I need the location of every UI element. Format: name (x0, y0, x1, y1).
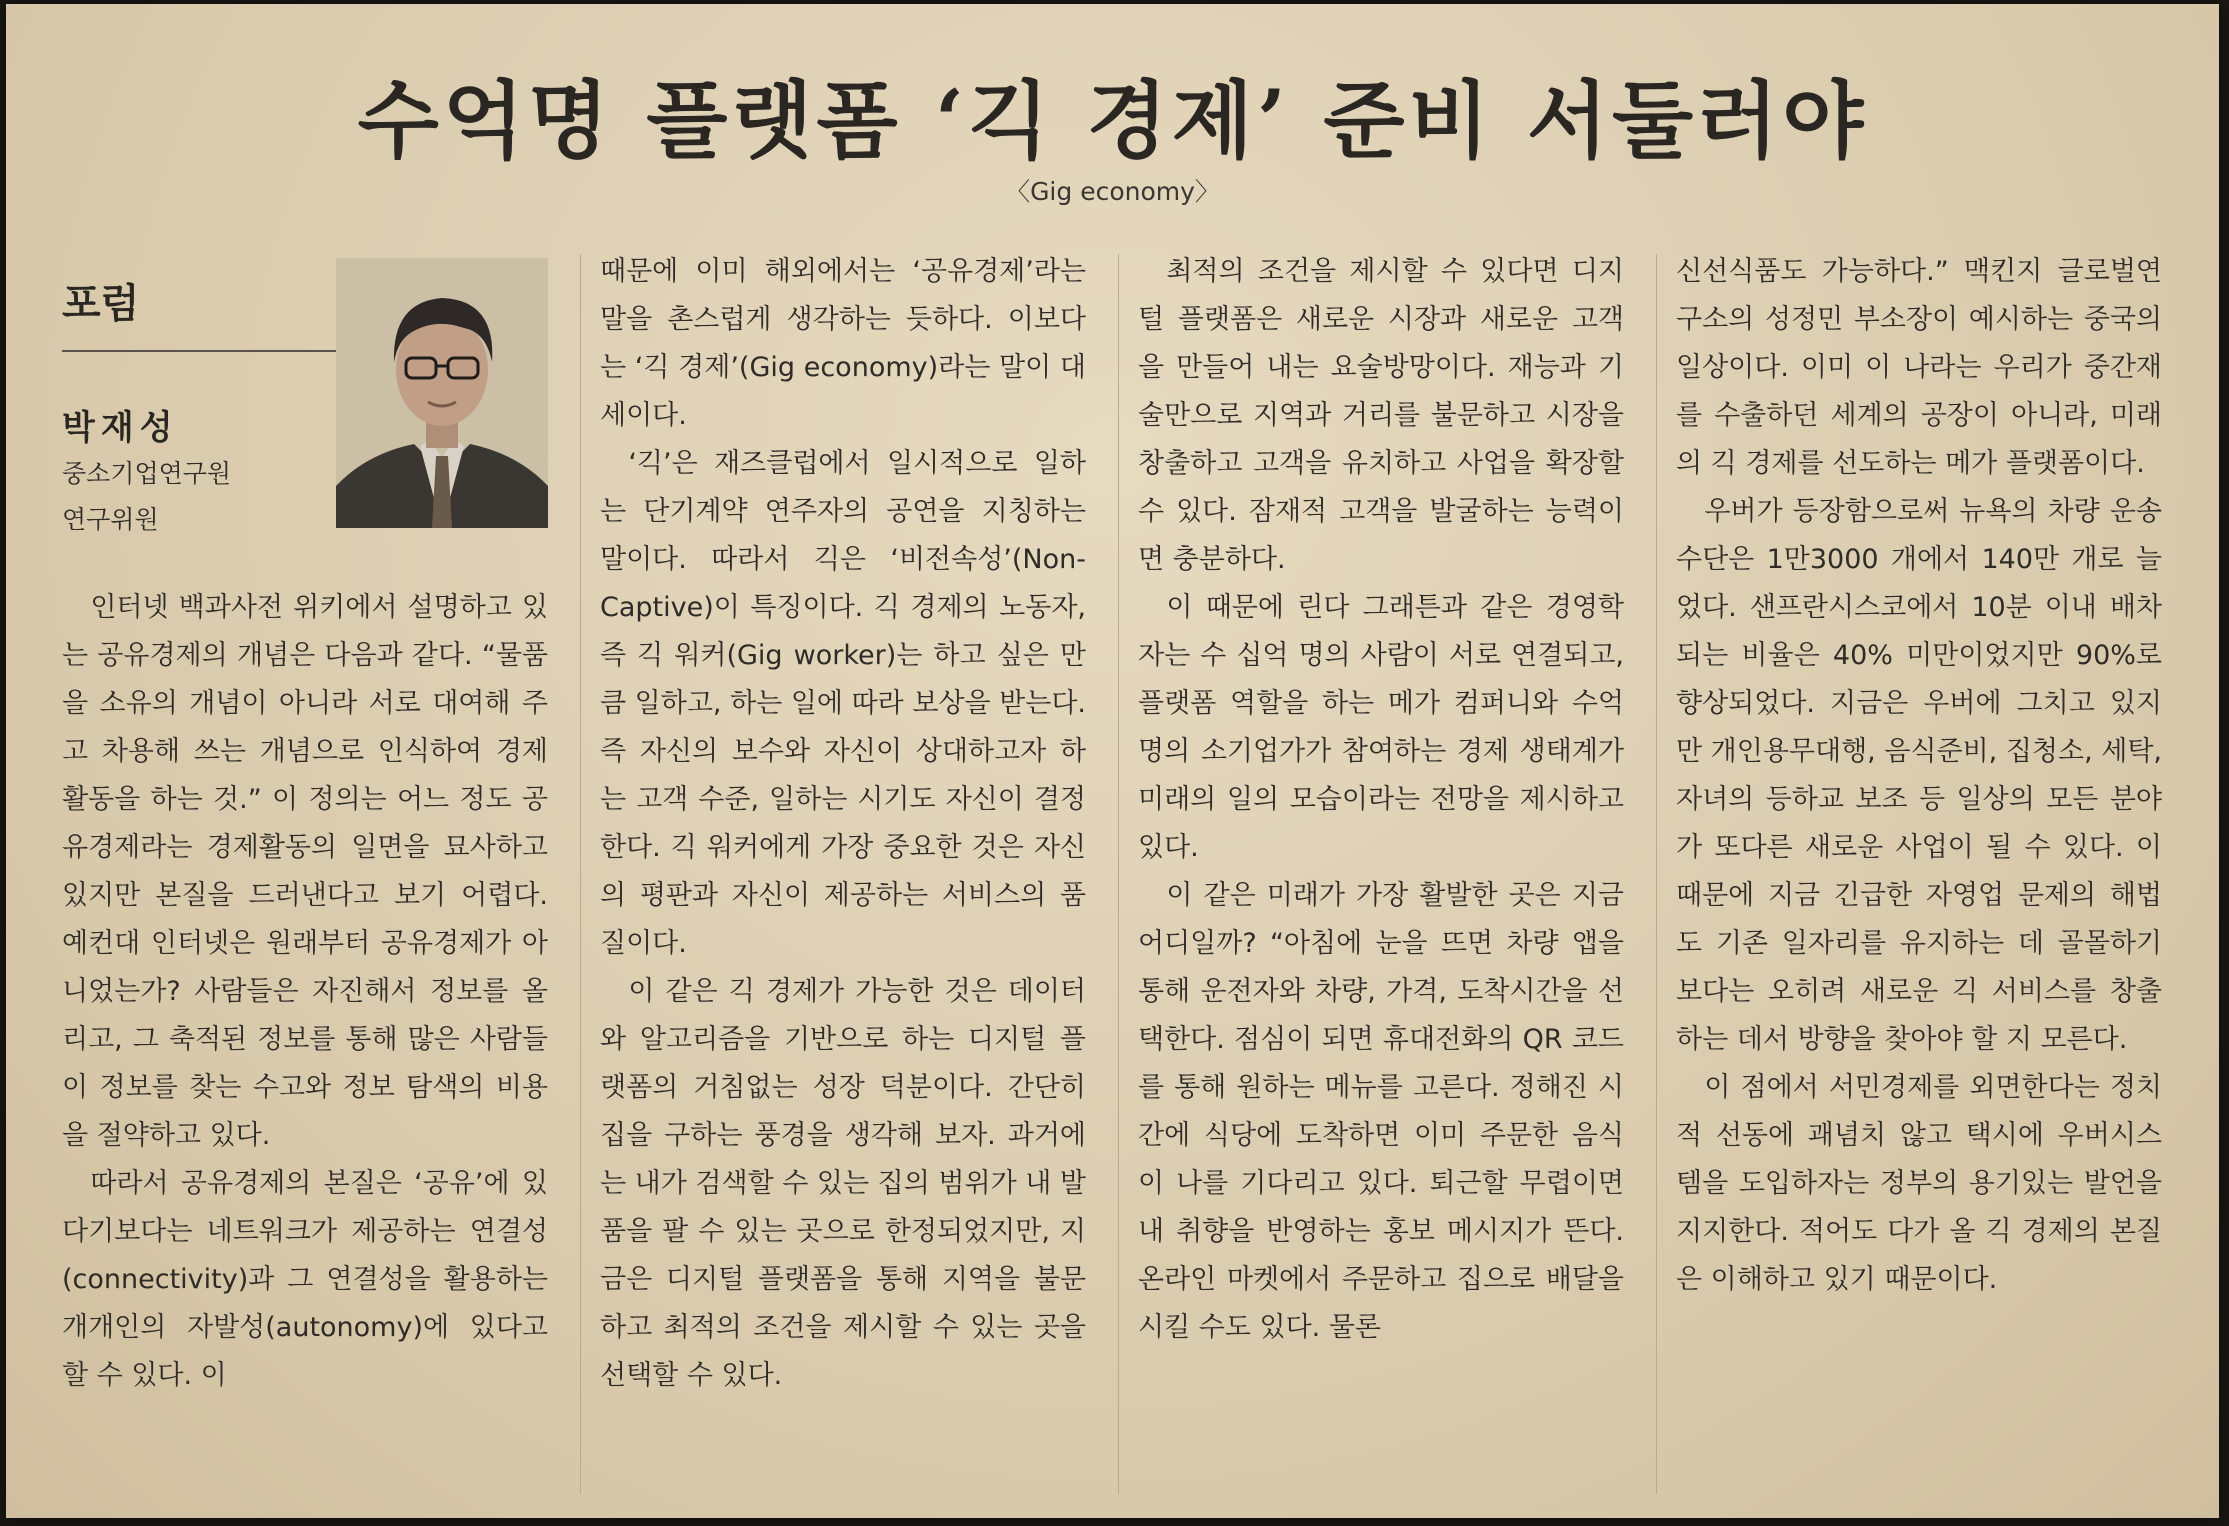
paragraph: 최적의 조건을 제시할 수 있다면 디지털 플랫폼은 새로운 시장과 새로운 고객을 만들어 내는 요술방망이다. 재능과 기술만으로 지역과 거리를 불문하고 시장을 창출하고 고객을 유치하고 사업을 확장할 수 있다. 잠재적 고객을 발굴하는 능력이면 충분하다. (1138, 256, 1624, 575)
author-title: 연구위원 (62, 505, 159, 534)
section-label: 포럼 (62, 281, 140, 327)
column-divider (580, 254, 581, 1494)
paragraph: 이 같은 미래가 가장 활발한 곳은 지금 어디일까? “아침에 눈을 뜨면 차량 앱을 통해 운전자와 차량, 가격, 도착시간을 선택한다. 점심이 되면 휴대전화의 QR 코드를 통해 원하는 메뉴를 고른다. 정해진 시간에 식당에 도착하면 이미 주문한 음식이 나를 기다리고 있다. 퇴근할 무렵이면 내 취향을 반영하는 홍보 메시지가 뜬다. 온라인 마켓에서 주문하고 집으로 배달을 시킬 수도 있다. 물론 (1138, 880, 1624, 1343)
portrait-image (336, 258, 548, 528)
column-4 (1676, 248, 2162, 1304)
paragraph: ‘긱’은 재즈클럽에서 일시적으로 일하는 단기계약 연주자의 공연을 지칭하는 말이다. 따라서 긱은 ‘비전속성’(Non-Captive)이 특징이다. 긱 경제의 노동자, 즉 긱 워커(Gig worker)는 하고 싶은 만큼 일하고, 하는 일에 따라 보상을 받는다. 즉 자신의 보수와 자신이 상대하고자 하는 고객 수준, 일하는 시기도 자신이 결정한다. 긱 워커에게 가장 중요한 것은 자신의 평판과 자신이 제공하는 서비스의 품질이다. (600, 448, 1086, 959)
paragraph: 인터넷 백과사전 위키에서 설명하고 있는 공유경제의 개념은 다음과 같다. “물품을 소유의 개념이 아니라 서로 대여해 주고 차용해 쓰는 개념으로 인식하여 경제활동을 하는 것.” 이 정의는 어느 정도 공유경제라는 경제활동의 일면을 묘사하고 있지만 본질을 드러낸다고 보기 어렵다. 예컨대 인터넷은 원래부터 공유경제가 아니었는가? 사람들은 자진해서 정보를 올리고, 그 축적된 정보를 통해 많은 사람들이 정보를 찾는 수고와 정보 탐색의 비용을 절약하고 있다. (62, 592, 548, 1151)
column-1 (62, 584, 548, 1400)
column-3 (1138, 248, 1624, 1352)
paragraph: 신선식품도 가능하다.” 맥킨지 글로벌연구소의 성정민 부소장이 예시하는 중국의 일상이다. 이미 이 나라는 우리가 중간재를 수출하던 세계의 공장이 아니라, 미래의 긱 경제를 선도하는 메가 플랫폼이다. (1676, 256, 2162, 479)
paragraph: 이 점에서 서민경제를 외면한다는 정치적 선동에 괘념치 않고 택시에 우버시스템을 도입하자는 정부의 용기있는 발언을 지지한다. 적어도 다가 올 긱 경제의 본질은 이해하고 있기 때문이다. (1676, 1072, 2162, 1295)
paragraph: 때문에 이미 해외에서는 ‘공유경제’라는 말을 촌스럽게 생각하는 듯하다. 이보다는 ‘긱 경제’(Gig economy)라는 말이 대세이다. (600, 256, 1086, 431)
author-photo (336, 258, 548, 528)
paragraph: 이 때문에 린다 그래튼과 같은 경영학자는 수 십억 명의 사람이 서로 연결되고, 플랫폼 역할을 하는 메가 컴퍼니와 수억 명의 소기업가가 참여하는 경제 생태계가 미래의 일의 모습이라는 전망을 제시하고 있다. (1138, 592, 1624, 863)
author-name: 박재성 (62, 408, 179, 448)
column-divider (1656, 254, 1657, 1494)
article-headline: 수억명 플랫폼 ‘긱 경제’ 준비 서둘러야 (357, 71, 1868, 170)
paragraph: 이 같은 긱 경제가 가능한 것은 데이터와 알고리즘을 기반으로 하는 디지털 플랫폼의 거침없는 성장 덕분이다. 간단히 집을 구하는 풍경을 생각해 보자. 과거에는 내가 검색할 수 있는 집의 범위가 내 발품을 팔 수 있는 곳으로 한정되었지만, 지금은 디지털 플랫폼을 통해 지역을 불문하고 최적의 조건을 제시할 수 있는 곳을 선택할 수 있다. (600, 976, 1086, 1391)
column-2 (600, 248, 1086, 1400)
newspaper-page (6, 4, 2219, 1518)
paragraph: 우버가 등장함으로써 뉴욕의 차량 운송수단은 1만3000 개에서 140만 개로 늘었다. 샌프란시스코에서 10분 이내 배차되는 비율은 40% 미만이었지만 90%로 향상되었다. 지금은 우버에 그치고 있지만 개인용무대행, 음식준비, 집청소, 세탁, 자녀의 등하교 보조 등 일상의 모든 분야가 또다른 새로운 사업이 될 수 있다. 이 때문에 지금 긴급한 자영업 문제의 해법도 기존 일자리를 유지하는 데 골몰하기보다는 오히려 새로운 긱 서비스를 창출하는 데서 방향을 찾아야 할 지 모른다. (1676, 496, 2162, 1055)
article-subtitle: 〈Gig economy〉 (1005, 177, 1220, 206)
paragraph: 따라서 공유경제의 본질은 ‘공유’에 있다기보다는 네트워크가 제공하는 연결성(connectivity)과 그 연결성을 활용하는 개개인의 자발성(autonomy)에 있다고 할 수 있다. 이 (62, 1168, 548, 1391)
author-org: 중소기업연구원 (62, 459, 232, 488)
column-divider (1118, 254, 1119, 1494)
